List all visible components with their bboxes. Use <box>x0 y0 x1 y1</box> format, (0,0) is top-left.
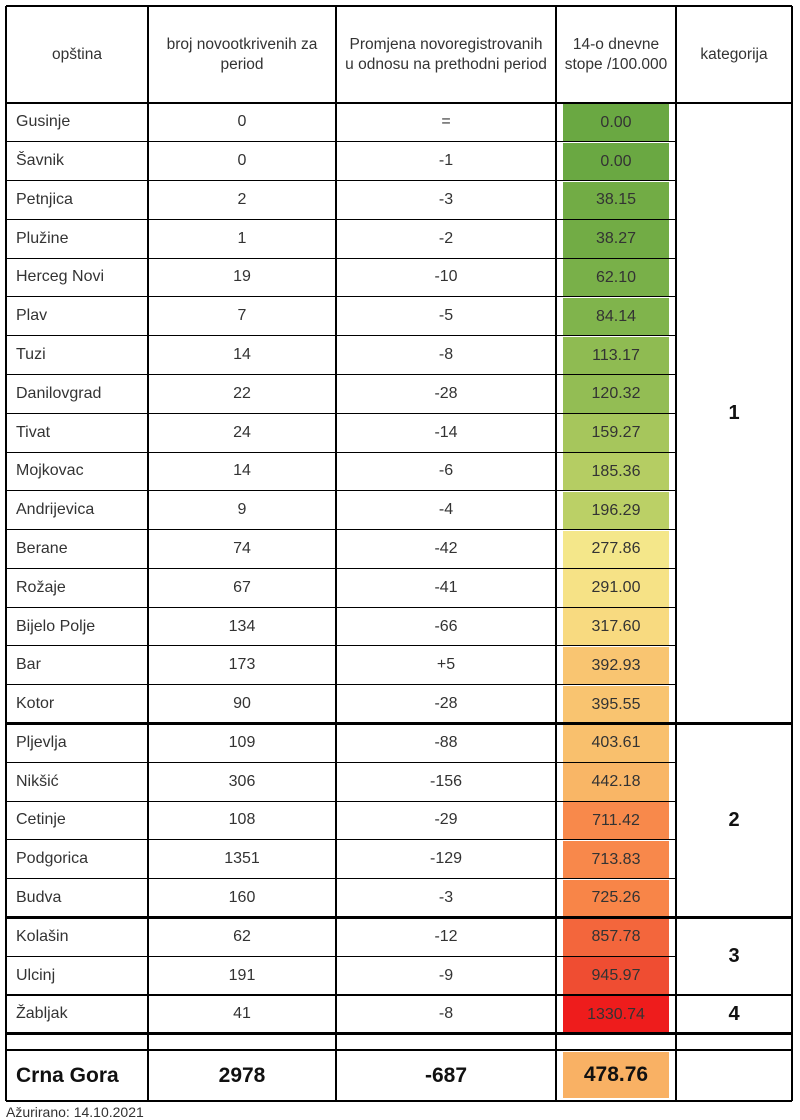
rate-cell-text: 0.00 <box>600 113 632 131</box>
rate-cell <box>563 802 669 840</box>
municipality-cell-text: Nikšić <box>16 772 59 790</box>
municipality-cell <box>6 879 148 918</box>
municipality-cell <box>6 181 148 220</box>
municipality-cell <box>6 956 148 995</box>
rate-cell <box>563 957 669 995</box>
new-cases-cell-text: 1351 <box>224 850 260 868</box>
header-opstina <box>14 6 140 103</box>
row-divider <box>6 335 676 336</box>
header-stopa <box>564 6 668 103</box>
row-divider <box>6 568 676 569</box>
new-cases-cell <box>148 413 336 452</box>
municipality-cell-text: Tivat <box>16 423 51 441</box>
rate-cell <box>563 220 669 258</box>
row-divider <box>6 413 676 414</box>
change-cell-text: -8 <box>438 1005 454 1023</box>
row-divider <box>6 180 676 181</box>
rate-cell-text: 185.36 <box>591 462 641 480</box>
rate-cell <box>563 337 669 375</box>
row-divider <box>6 722 792 725</box>
municipality-cell-text: Plužine <box>16 229 69 247</box>
municipality-cell-text: Kolašin <box>16 927 69 945</box>
change-cell <box>336 685 556 724</box>
total-change-cell <box>336 1050 556 1101</box>
row-divider <box>6 374 676 375</box>
new-cases-cell <box>148 607 336 646</box>
municipality-cell <box>6 995 148 1034</box>
change-cell <box>336 879 556 918</box>
municipality-cell <box>6 723 148 762</box>
new-cases-cell <box>148 219 336 258</box>
rate-cell <box>563 996 669 1034</box>
municipality-cell-text: Kotor <box>16 695 55 713</box>
new-cases-cell <box>148 762 336 801</box>
municipality-cell-text: Cetinje <box>16 811 66 829</box>
new-cases-cell <box>148 530 336 569</box>
row-divider <box>6 684 676 685</box>
new-cases-cell <box>148 840 336 879</box>
rate-cell <box>563 259 669 297</box>
row-divider <box>6 141 676 142</box>
change-cell-text: -129 <box>429 850 463 868</box>
covid-rates-table <box>6 6 792 1101</box>
row-divider <box>6 607 676 608</box>
new-cases-cell <box>148 491 336 530</box>
row-divider <box>6 645 676 646</box>
change-cell-text: -3 <box>438 888 454 906</box>
new-cases-cell-text: 191 <box>228 966 256 984</box>
municipality-cell <box>6 142 148 181</box>
rate-cell <box>563 531 669 569</box>
header-stopa-text: 14-o dnevne stope /100.000 <box>564 35 668 73</box>
row-divider <box>6 102 792 104</box>
new-cases-cell-text: 173 <box>228 656 256 674</box>
new-cases-cell-text: 62 <box>233 927 251 945</box>
category-cell <box>676 103 792 723</box>
municipality-cell-text: Petnjica <box>16 190 73 208</box>
municipality-cell-text: Pljevlja <box>16 733 67 751</box>
municipality-cell-text: Danilovgrad <box>16 384 102 402</box>
new-cases-cell <box>148 995 336 1034</box>
municipality-cell <box>6 646 148 685</box>
rate-cell-text: 38.15 <box>595 191 637 209</box>
row-divider <box>6 916 792 919</box>
new-cases-cell-text: 22 <box>233 384 251 402</box>
column-divider <box>675 6 676 1101</box>
change-cell-text: -28 <box>434 384 458 402</box>
change-cell <box>336 646 556 685</box>
municipality-cell <box>6 336 148 375</box>
change-cell-text: -3 <box>438 190 454 208</box>
total-name-cell-text: Crna Gora <box>16 1063 119 1087</box>
change-cell-text: -2 <box>438 229 454 247</box>
rate-cell <box>563 298 669 336</box>
municipality-cell-text: Podgorica <box>16 850 89 868</box>
header-promjena-text: Promjena novoregistrovanih u odnosu na prethodni period <box>345 35 547 73</box>
category-cell <box>676 917 792 995</box>
new-cases-cell-text: 2 <box>237 190 247 208</box>
municipality-cell-text: Žabljak <box>16 1005 68 1023</box>
new-cases-cell <box>148 685 336 724</box>
total-change-cell-text: -687 <box>424 1063 468 1087</box>
total-name-cell <box>6 1050 148 1101</box>
change-cell <box>336 142 556 181</box>
row-divider <box>6 219 676 220</box>
new-cases-cell-text: 134 <box>228 617 256 635</box>
municipality-cell-text: Gusinje <box>16 113 71 131</box>
rate-cell <box>563 763 669 801</box>
change-cell-text: -12 <box>434 927 458 945</box>
municipality-cell-text: Rožaje <box>16 578 66 596</box>
total-cases-cell <box>148 1050 336 1101</box>
row-divider <box>6 839 676 840</box>
new-cases-cell-text: 160 <box>228 888 256 906</box>
change-cell <box>336 181 556 220</box>
new-cases-cell-text: 74 <box>233 539 251 557</box>
new-cases-cell <box>148 801 336 840</box>
new-cases-cell-text: 108 <box>228 811 256 829</box>
rate-cell-text: 159.27 <box>591 424 641 442</box>
municipality-cell-text: Mojkovac <box>16 462 84 480</box>
header-broj <box>156 6 328 103</box>
change-cell-text: -6 <box>438 462 454 480</box>
rate-cell-text: 113.17 <box>592 346 640 364</box>
new-cases-cell <box>148 568 336 607</box>
municipality-cell <box>6 103 148 142</box>
municipality-cell <box>6 840 148 879</box>
row-divider <box>6 1100 792 1102</box>
row-divider <box>6 994 792 997</box>
column-divider <box>335 6 336 1101</box>
rate-cell <box>563 453 669 491</box>
header-broj-text: broj novootkrivenih za period <box>166 35 318 73</box>
change-cell-text: -88 <box>434 733 458 751</box>
rate-cell <box>563 569 669 607</box>
rate-cell-text: 196.29 <box>591 501 641 519</box>
row-divider <box>6 490 676 491</box>
rate-cell-text: 120.32 <box>591 385 641 403</box>
change-cell <box>336 452 556 491</box>
new-cases-cell <box>148 103 336 142</box>
new-cases-cell-text: 67 <box>233 578 251 596</box>
total-rate-cell <box>563 1052 669 1098</box>
new-cases-cell-text: 0 <box>237 113 247 131</box>
change-cell-text: -41 <box>434 578 458 596</box>
change-cell <box>336 607 556 646</box>
new-cases-cell <box>148 956 336 995</box>
rate-cell-text: 392.93 <box>591 656 641 674</box>
new-cases-cell-text: 14 <box>233 462 251 480</box>
municipality-cell <box>6 530 148 569</box>
new-cases-cell <box>148 297 336 336</box>
municipality-cell-text: Berane <box>16 539 68 557</box>
new-cases-cell <box>148 336 336 375</box>
rate-cell <box>563 143 669 181</box>
rate-cell-text: 442.18 <box>591 773 641 791</box>
rate-cell-text: 945.97 <box>591 967 641 985</box>
rate-cell-text: 317.60 <box>591 618 641 635</box>
municipality-cell <box>6 452 148 491</box>
rate-cell <box>563 104 669 142</box>
change-cell <box>336 374 556 413</box>
header-kategorija <box>684 6 784 103</box>
footnote: Ažurirano: 14.10.2021 <box>6 1104 144 1120</box>
rate-cell-text: 38.27 <box>595 230 637 248</box>
new-cases-cell <box>148 879 336 918</box>
rate-cell-text: 403.61 <box>591 734 641 752</box>
new-cases-cell-text: 109 <box>228 733 256 751</box>
change-cell-text: -29 <box>434 811 458 829</box>
rate-cell <box>563 608 669 646</box>
category-cell <box>676 995 792 1034</box>
new-cases-cell <box>148 374 336 413</box>
new-cases-cell-text: 19 <box>233 268 251 286</box>
rate-cell-text: 1330.74 <box>587 1005 645 1023</box>
category-cell <box>676 723 792 917</box>
municipality-cell-text: Tuzi <box>16 346 46 364</box>
row-divider <box>6 1032 792 1035</box>
municipality-cell <box>6 219 148 258</box>
column-divider <box>147 6 148 1101</box>
change-cell <box>336 762 556 801</box>
rate-cell <box>563 492 669 530</box>
change-cell-text: -1 <box>438 152 454 170</box>
change-cell-text: -28 <box>434 695 458 713</box>
rate-cell-text: 84.14 <box>595 307 637 325</box>
municipality-cell-text: Šavnik <box>16 152 65 170</box>
new-cases-cell <box>148 452 336 491</box>
rate-cell-text: 62.10 <box>595 268 637 286</box>
rate-cell-text: 291.00 <box>591 579 641 597</box>
rate-cell <box>563 182 669 220</box>
change-cell <box>336 840 556 879</box>
change-cell <box>336 568 556 607</box>
category-cell-text: 2 <box>728 809 740 832</box>
rate-cell <box>563 686 669 724</box>
rate-cell-text: 725.26 <box>591 889 641 907</box>
change-cell <box>336 297 556 336</box>
header-opstina-text: opština <box>52 45 102 63</box>
new-cases-cell-text: 41 <box>233 1005 251 1023</box>
municipality-cell-text: Andrijevica <box>16 501 95 519</box>
municipality-cell <box>6 258 148 297</box>
row-divider <box>6 529 676 530</box>
row-divider <box>6 762 676 763</box>
header-kategorija-text: kategorija <box>700 45 768 63</box>
municipality-cell <box>6 413 148 452</box>
rate-cell-text: 277.86 <box>591 540 641 558</box>
row-divider <box>6 1049 792 1052</box>
municipality-cell <box>6 374 148 413</box>
change-cell-text: -8 <box>438 346 454 364</box>
change-cell-text: -5 <box>438 307 454 325</box>
change-cell-text: +5 <box>436 656 456 674</box>
change-cell <box>336 491 556 530</box>
new-cases-cell-text: 14 <box>233 346 251 364</box>
row-divider <box>6 878 676 879</box>
new-cases-cell <box>148 723 336 762</box>
municipality-cell <box>6 685 148 724</box>
rate-cell <box>563 724 669 762</box>
change-cell-text: -66 <box>434 617 458 635</box>
row-divider <box>6 258 676 259</box>
row-divider <box>6 296 676 297</box>
change-cell <box>336 219 556 258</box>
rate-cell <box>563 918 669 956</box>
category-cell-text: 1 <box>728 402 740 425</box>
new-cases-cell <box>148 142 336 181</box>
new-cases-cell-text: 90 <box>233 695 251 713</box>
rate-cell <box>563 880 669 918</box>
new-cases-cell <box>148 258 336 297</box>
new-cases-cell-text: 7 <box>237 307 247 325</box>
new-cases-cell-text: 1 <box>237 229 247 247</box>
change-cell <box>336 413 556 452</box>
municipality-cell <box>6 762 148 801</box>
category-cell-text: 4 <box>728 1003 740 1026</box>
change-cell-text: = <box>441 113 451 131</box>
change-cell <box>336 723 556 762</box>
rate-cell-text: 0.00 <box>600 152 632 170</box>
rate-cell <box>563 647 669 685</box>
total-rate-cell-text: 478.76 <box>583 1063 649 1086</box>
category-cell-text: 3 <box>728 945 740 968</box>
municipality-cell-text: Herceg Novi <box>16 268 105 286</box>
row-divider <box>6 956 676 957</box>
municipality-cell <box>6 801 148 840</box>
new-cases-cell-text: 9 <box>237 501 247 519</box>
rate-cell-text: 711.42 <box>592 811 640 829</box>
change-cell-text: -4 <box>438 501 454 519</box>
new-cases-cell <box>148 181 336 220</box>
new-cases-cell-text: 306 <box>228 772 256 790</box>
municipality-cell-text: Budva <box>16 888 62 906</box>
change-cell-text: -14 <box>434 423 458 441</box>
change-cell <box>336 801 556 840</box>
column-divider <box>791 6 793 1101</box>
header-promjena <box>344 6 548 103</box>
change-cell <box>336 995 556 1034</box>
municipality-cell <box>6 917 148 956</box>
municipality-cell-text: Plav <box>16 307 48 325</box>
change-cell <box>336 917 556 956</box>
rate-cell-text: 395.55 <box>591 695 641 713</box>
change-cell-text: -42 <box>434 539 458 557</box>
total-cases-cell-text: 2978 <box>218 1063 266 1087</box>
column-divider <box>5 6 7 1101</box>
row-divider <box>6 452 676 453</box>
municipality-cell <box>6 297 148 336</box>
row-divider <box>6 5 792 7</box>
rate-cell <box>563 841 669 879</box>
change-cell <box>336 258 556 297</box>
rate-cell-text: 857.78 <box>591 928 641 946</box>
new-cases-cell-text: 0 <box>237 152 247 170</box>
change-cell-text: -9 <box>438 966 454 984</box>
municipality-cell <box>6 491 148 530</box>
change-cell-text: -10 <box>434 268 458 286</box>
municipality-cell <box>6 568 148 607</box>
municipality-cell-text: Ulcinj <box>16 966 56 984</box>
new-cases-cell <box>148 917 336 956</box>
change-cell <box>336 530 556 569</box>
municipality-cell-text: Bijelo Polje <box>16 617 96 635</box>
rate-cell <box>563 414 669 452</box>
rate-cell <box>563 375 669 413</box>
change-cell <box>336 336 556 375</box>
municipality-cell-text: Bar <box>16 656 41 674</box>
municipality-cell <box>6 607 148 646</box>
column-divider <box>555 6 556 1101</box>
new-cases-cell-text: 24 <box>233 423 251 441</box>
new-cases-cell <box>148 646 336 685</box>
row-divider <box>6 801 676 802</box>
rate-cell-text: 713.83 <box>591 850 641 868</box>
change-cell <box>336 956 556 995</box>
change-cell-text: -156 <box>429 772 463 790</box>
change-cell <box>336 103 556 142</box>
